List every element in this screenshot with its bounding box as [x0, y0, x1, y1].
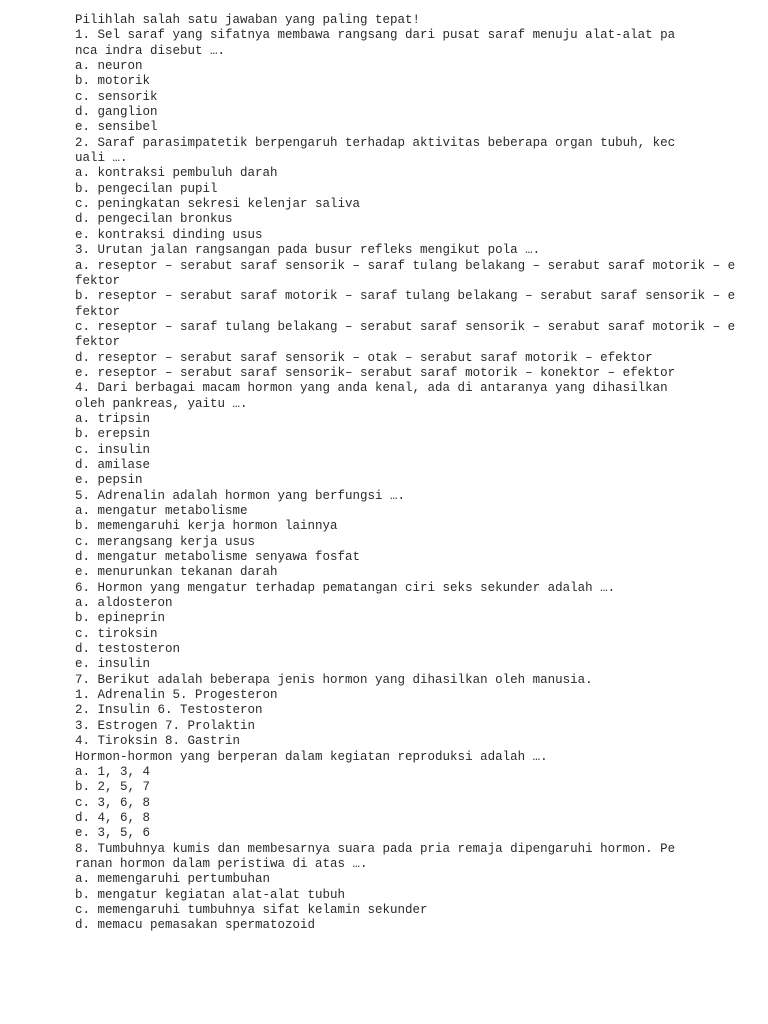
document-line: d. reseptor – serabut saraf sensorik – otak – serabut saraf motorik – efektor	[75, 350, 653, 365]
document-line: fektor	[75, 273, 121, 288]
document-line: c. 3, 6, 8	[75, 795, 151, 810]
document-line: nca indra disebut ….	[75, 43, 226, 58]
document-line: 1. Sel saraf yang sifatnya membawa rangsang dari pusat saraf menuju alat-alat pa	[75, 28, 676, 43]
document-line: e. menurunkan tekanan darah	[75, 565, 278, 580]
document-line: c. merangsang kerja usus	[75, 534, 256, 549]
document-line: fektor	[75, 335, 121, 350]
document-line: a. reseptor – serabut saraf sensorik – saraf tulang belakang – serabut saraf motorik – e	[75, 258, 736, 273]
document-line: d. testosteron	[75, 642, 181, 657]
document-line: 3. Urutan jalan rangsangan pada busur refleks mengikut pola ….	[75, 243, 541, 258]
document-line: d. amilase	[75, 457, 151, 472]
document-line: e. insulin	[75, 657, 151, 672]
document-line: c. tiroksin	[75, 626, 158, 641]
document-line: uali ….	[75, 151, 128, 166]
document-line: b. mengatur kegiatan alat-alat tubuh	[75, 887, 346, 902]
document-line: c. insulin	[75, 442, 151, 457]
document-line: b. motorik	[75, 74, 151, 89]
document-line: ranan hormon dalam peristiwa di atas ….	[75, 856, 368, 871]
document-line: b. pengecilan pupil	[75, 181, 218, 196]
document-line: b. reseptor – serabut saraf motorik – saraf tulang belakang – serabut saraf sensorik – e	[75, 289, 736, 304]
document-line: c. memengaruhi tumbuhnya sifat kelamin sekunder	[75, 902, 428, 917]
document-line: a. memengaruhi pertumbuhan	[75, 872, 271, 887]
document-line: a. tripsin	[75, 411, 151, 426]
document-line: a. mengatur metabolisme	[75, 504, 248, 518]
document-line: d. memacu pemasakan spermatozoid	[75, 918, 316, 933]
document-line: d. mengatur metabolisme senyawa fosfat	[75, 550, 361, 565]
document-line: b. memengaruhi kerja hormon lainnya	[75, 519, 338, 534]
document-line: 2. Insulin 6. Testosteron	[75, 703, 263, 718]
document-line: e. sensibel	[75, 120, 158, 135]
document-line: d. pengecilan bronkus	[75, 212, 233, 227]
document-line: oleh pankreas, yaitu ….	[75, 396, 248, 411]
document-line: Hormon-hormon yang berperan dalam kegiatan reproduksi adalah ….	[75, 749, 548, 764]
document-line: e. pepsin	[75, 473, 143, 488]
document-line: b. 2, 5, 7	[75, 780, 151, 795]
document-line: 1. Adrenalin 5. Progesteron	[75, 688, 278, 703]
document-line: 7. Berikut adalah beberapa jenis hormon yang dihasilkan oleh manusia.	[75, 672, 593, 687]
document-line: d. 4, 6, 8	[75, 810, 151, 825]
document-line: c. reseptor – saraf tulang belakang – serabut saraf sensorik – serabut saraf motorik – e	[75, 319, 736, 334]
document-line: b. erepsin	[75, 427, 151, 442]
document-line: c. sensorik	[75, 89, 158, 104]
document-line: e. kontraksi dinding usus	[75, 227, 263, 242]
document-line: Pilihlah salah satu jawaban yang paling tepat!	[75, 13, 421, 27]
document-line: 6. Hormon yang mengatur terhadap pematangan ciri seks sekunder adalah ….	[75, 580, 616, 595]
document-line: 5. Adrenalin adalah hormon yang berfungsi ….	[75, 488, 406, 503]
document-line: 2. Saraf parasimpatetik berpengaruh terhadap aktivitas beberapa organ tubuh, kec	[75, 135, 676, 150]
document-line: a. kontraksi pembuluh darah	[75, 166, 278, 181]
document-line: 8. Tumbuhnya kumis dan membesarnya suara pada pria remaja dipengaruhi hormon. Pe	[75, 841, 676, 856]
document-line: fektor	[75, 304, 121, 319]
document-page	[75, 13, 755, 934]
document-line: 4. Tiroksin 8. Gastrin	[75, 734, 241, 749]
document-line: d. ganglion	[75, 105, 158, 120]
document-line: e. reseptor – serabut saraf sensorik– serabut saraf motorik – konektor – efektor	[75, 365, 676, 380]
document-line: e. 3, 5, 6	[75, 826, 151, 841]
document-line: c. peningkatan sekresi kelenjar saliva	[75, 197, 361, 212]
document-line: a. 1, 3, 4	[75, 764, 151, 779]
document-line: a. aldosteron	[75, 596, 173, 611]
document-line: 4. Dari berbagai macam hormon yang anda kenal, ada di antaranya yang dihasilkan	[75, 381, 668, 396]
document-line: 3. Estrogen 7. Prolaktin	[75, 718, 256, 733]
document-line: b. epineprin	[75, 611, 166, 626]
document-line: a. neuron	[75, 59, 143, 74]
